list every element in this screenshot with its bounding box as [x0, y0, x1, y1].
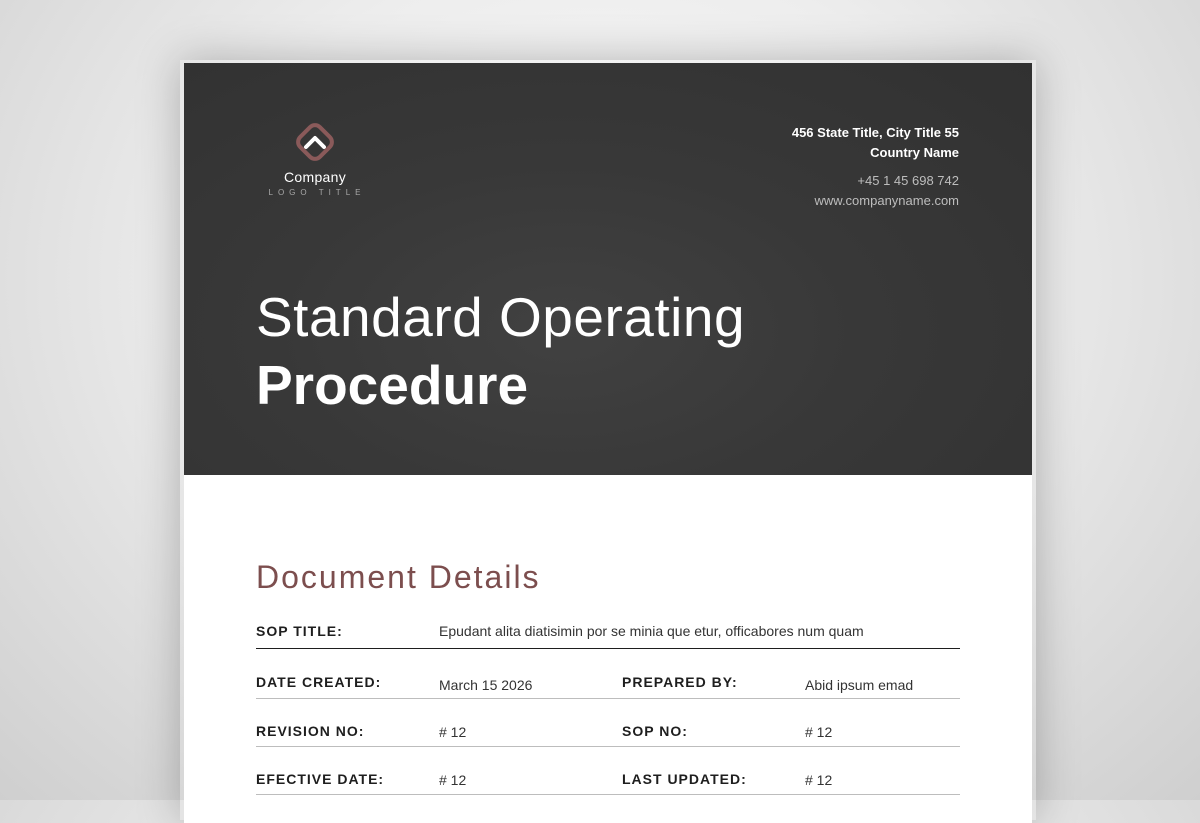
document-details-heading: Document Details	[256, 559, 541, 595]
revision-no-value: # 12	[439, 724, 467, 740]
doc-title-line-2: Procedure	[256, 354, 529, 416]
address-line-1: 456 State Title, City Title 55	[791, 125, 959, 140]
address-line-2: Country Name	[870, 145, 959, 160]
document-header	[184, 63, 1032, 475]
website-link[interactable]: www.companyname.com	[814, 193, 959, 208]
divider	[256, 794, 960, 795]
prepared-by-label: PREPARED BY:	[622, 674, 738, 690]
divider	[256, 648, 960, 649]
date-created-label: DATE CREATED:	[256, 674, 382, 690]
last-updated-label: LAST UPDATED:	[622, 771, 747, 787]
logo-company-name: Company	[283, 169, 347, 185]
date-created-value: March 15 2026	[439, 677, 533, 693]
phone-number: +45 1 45 698 742	[857, 173, 959, 188]
house-diamond-icon	[289, 121, 341, 167]
revision-no-label: REVISION NO:	[256, 723, 365, 739]
contact-block	[792, 123, 959, 211]
effective-date-value: # 12	[439, 772, 467, 788]
logo-subtitle: LOGO TITLE	[268, 188, 366, 197]
sop-no-value: # 12	[805, 724, 833, 740]
effective-date-label: EFECTIVE DATE:	[256, 771, 385, 787]
divider	[256, 698, 960, 699]
company-logo	[254, 121, 376, 197]
prepared-by-value: Abid ipsum emad	[805, 677, 914, 693]
last-updated-value: # 12	[805, 772, 833, 788]
sop-no-label: SOP NO:	[622, 723, 688, 739]
document-page	[184, 63, 1032, 823]
doc-title-line-1: Standard Operating	[256, 286, 746, 348]
sop-title-value: Epudant alita diatisimin por se minia que etur, officabores num quam	[439, 623, 864, 639]
divider	[256, 746, 960, 747]
sop-title-label: SOP TITLE:	[256, 623, 343, 639]
